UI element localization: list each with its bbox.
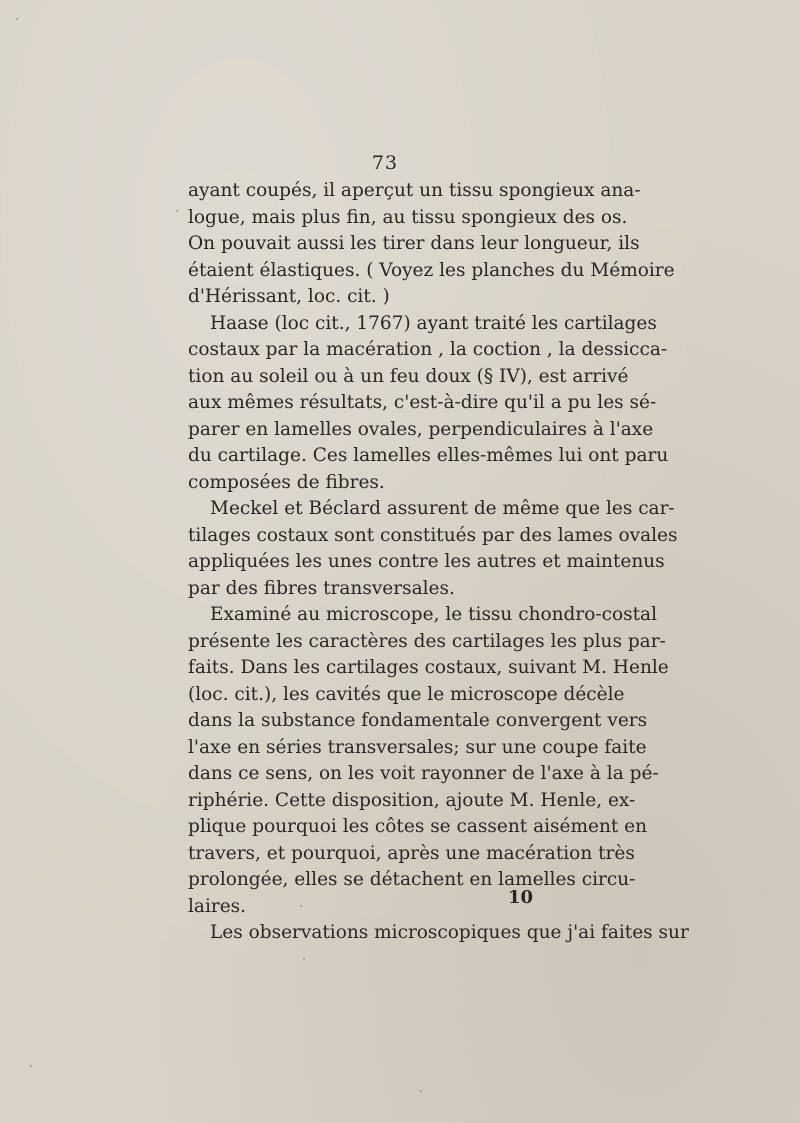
paper-speck [16,18,18,20]
text-line: Meckel et Béclard assurent de même que les car- [210,498,675,519]
text-line: dans ce sens, on les voit rayonner de l'axe à la pé- [188,763,659,784]
text-line: prolongée, elles se détachent en lamelles circu- [188,869,636,890]
text-line: On pouvait aussi les tirer dans leur longueur, ils [188,233,640,254]
text-line: costaux par la macération , la coction , la dessicca- [188,339,668,360]
text-line: étaient élastiques. ( Voyez les planches du Mémoire [188,259,675,281]
text-line: Haase (loc cit., 1767) ayant traité les cartilages [210,312,657,334]
text-line: riphérie. Cette disposition, ajoute M. Henle, ex- [188,789,636,811]
text-line: (loc. cit.), les cavités que le microscope décèle [188,683,625,705]
paper-speck [30,1065,32,1067]
text-line: tilages costaux sont constitués par des lames ovales [188,524,678,546]
text-line: par des fibres transversales. [188,577,455,599]
text-line: Examiné au microscope, le tissu chondro-costal [210,604,657,625]
text-line: présente les caractères des cartilages les plus par- [188,630,666,652]
text-line: d'Hérissant, loc. cit. ) [188,286,390,307]
catchword: 10 [508,887,534,908]
text-line: dans la substance fondamentale convergent vers [188,710,648,731]
paper-speck [303,958,305,960]
text-line: ayant coupés, il aperçut un tissu spongieux ana- [188,180,641,201]
paper-speck [176,210,178,212]
paper-speck [300,905,302,907]
text-line: l'axe en séries transversales; sur une coupe faite [188,736,647,758]
text-line: travers, et pourquoi, après une macération très [188,842,635,864]
text-line: du cartilage. Ces lamelles elles-mêmes lui ont paru [188,445,669,466]
text-line: laires. [188,895,247,917]
text-line: tion au soleil ou à un feu doux (§ IV), est arrivé [188,365,629,387]
text-line: logue, mais plus fin, au tissu spongieux des os. [188,206,628,228]
text-line: Les observations microscopiques que j'ai faites sur [210,922,689,943]
text-line: aux mêmes résultats, c'est-à-dire qu'il a pu les sé- [188,392,657,413]
text-line: parer en lamelles ovales, perpendiculaires à l'axe [188,418,654,440]
text-line: appliquées les unes contre les autres et maintenus [188,551,665,572]
body-text [188,178,689,947]
page-number: 73 [371,152,399,174]
paper-speck [420,1090,422,1092]
text-line: composées de fibres. [188,471,385,493]
text-line: plique pourquoi les côtes se cassent aisément en [188,816,648,837]
text-line: faits. Dans les cartilages costaux, suivant M. Henle [188,657,669,678]
